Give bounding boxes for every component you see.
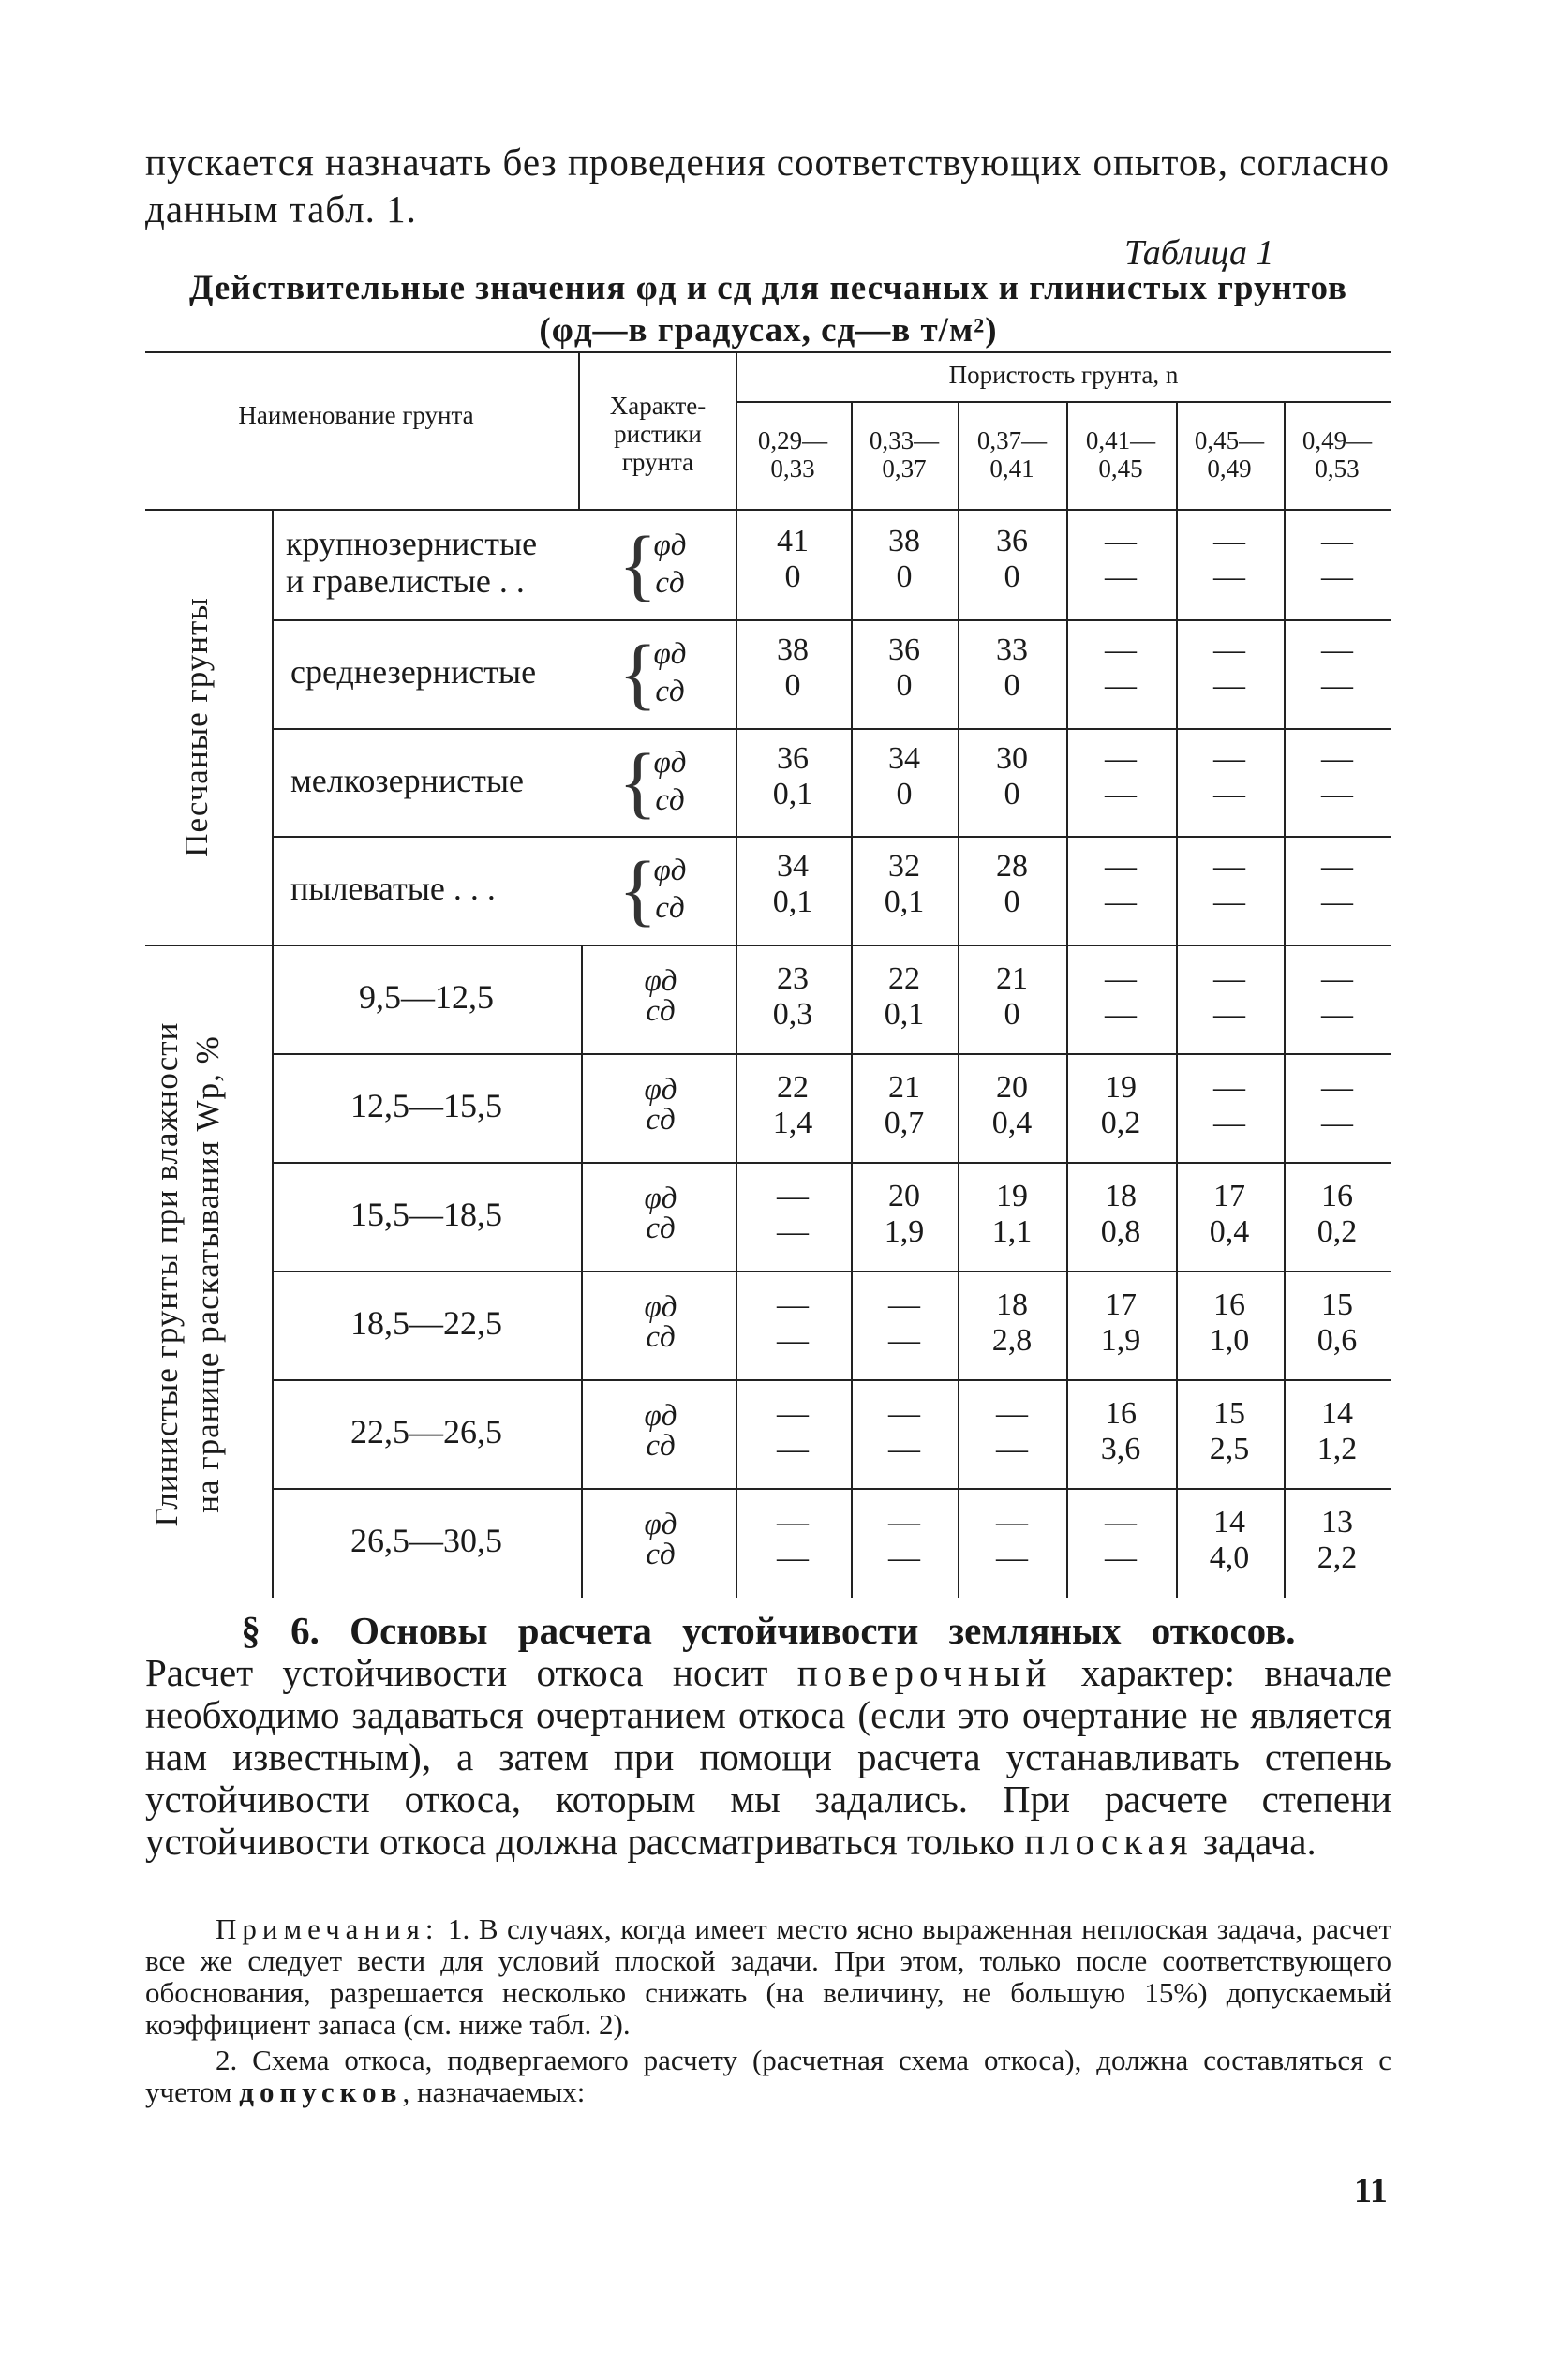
moisture-range: 9,5—12,5	[359, 978, 494, 1016]
c-value: 0,1	[772, 885, 813, 920]
brace-symbol: {	[618, 627, 658, 718]
c-value: —	[1321, 667, 1353, 703]
phi-value: 14	[1213, 1505, 1245, 1540]
phi-value: —	[1105, 1505, 1137, 1540]
c-value: —	[1105, 776, 1137, 811]
row-rule	[272, 1162, 1391, 1164]
c-value: 1,9	[1100, 1323, 1141, 1358]
c-symbol: cд	[655, 891, 685, 926]
phi-value: —	[1213, 632, 1245, 667]
body-text: характер: вначале необходимо задаваться очертанием откоса (если это очертание не является нам известным), а затем при помощи расчета устанавливать степень устойчивости откоса, которым мы задались. При расчете степени устойчивости откоса должна рассматриваться только	[145, 1651, 1392, 1863]
body-emphasis: плоская	[1024, 1820, 1194, 1863]
phi-value: 36	[777, 740, 809, 776]
brace-symbol: {	[618, 736, 658, 826]
c-value: —	[996, 1432, 1028, 1466]
note-1	[145, 1913, 1391, 2041]
c-symbol: cд	[646, 1320, 676, 1354]
c-value: —	[1213, 776, 1245, 811]
c-value: —	[777, 1323, 809, 1358]
c-value: 0	[784, 559, 801, 594]
header-bottom-rule	[145, 509, 1391, 511]
phi-value: —	[1105, 524, 1137, 558]
phi-value: 19	[996, 1179, 1028, 1213]
phi-value: 20	[888, 1179, 920, 1213]
phi-value: 16	[1105, 1396, 1137, 1431]
clay-group-label-line2: на границе раскатывания Wр, %	[189, 1035, 226, 1513]
soil-name	[290, 653, 572, 691]
c-value: 0	[1004, 667, 1020, 703]
c-value: 0,1	[884, 997, 925, 1032]
phi-value: 36	[888, 632, 920, 667]
moisture-range: 12,5—15,5	[350, 1087, 502, 1124]
c-value: 1,2	[1316, 1432, 1358, 1466]
c-value: 0,6	[1316, 1323, 1358, 1358]
phi-value: 34	[777, 849, 809, 885]
c-value: —	[1105, 885, 1137, 920]
soil-name-line1: пылеватые . . .	[290, 870, 496, 908]
phi-value: 34	[888, 740, 920, 776]
c-value: —	[1213, 997, 1245, 1032]
phi-value: 20	[996, 1070, 1028, 1105]
porosity-range-header: 0,29— 0,33	[757, 426, 828, 483]
phi-value: 19	[1105, 1070, 1137, 1105]
header-vrule	[1066, 401, 1068, 509]
note-2-emphasis: допусков	[239, 2075, 403, 2108]
phi-symbol: φд	[644, 1399, 677, 1433]
intro-paragraph: пускается назначать без проведения соответствующих опытов, согласно данным табл. 1.	[145, 141, 1390, 231]
phi-value: 36	[996, 524, 1028, 558]
clay-group-label	[146, 956, 236, 1593]
c-value: —	[1321, 885, 1353, 920]
moisture-range: 22,5—26,5	[350, 1413, 502, 1450]
c-value: —	[996, 1540, 1028, 1575]
c-value: 3,6	[1100, 1432, 1141, 1466]
phi-symbol: φд	[644, 1073, 677, 1107]
phi-value: —	[1321, 849, 1353, 885]
porosity-range-header: 0,41— 0,45	[1085, 426, 1156, 483]
c-value: —	[1213, 885, 1245, 920]
phi-symbol: φд	[644, 1508, 677, 1541]
porosity-header: Пористость грунта, n	[948, 361, 1179, 389]
row-rule	[272, 1053, 1391, 1055]
soil-name	[290, 762, 572, 799]
moisture-range: 15,5—18,5	[350, 1196, 502, 1233]
porosity-subheader-rule	[736, 401, 1391, 403]
phi-value: —	[1321, 524, 1353, 558]
page-number: 11	[1354, 2171, 1388, 2210]
c-value: 1,1	[991, 1214, 1033, 1249]
phi-value: —	[1321, 1070, 1353, 1105]
phi-value: 18	[996, 1287, 1028, 1322]
c-value: —	[1105, 667, 1137, 703]
c-value: —	[1321, 1106, 1353, 1140]
phi-value: 28	[996, 849, 1028, 885]
col-name-header: Наименование грунта	[238, 401, 474, 429]
c-value: 0	[1004, 997, 1020, 1032]
phi-value: 38	[888, 524, 920, 558]
c-value: —	[1213, 667, 1245, 703]
phi-value: 13	[1321, 1505, 1353, 1540]
phi-symbol: φд	[653, 745, 687, 780]
c-value: 2,8	[991, 1323, 1033, 1358]
c-symbol: cд	[646, 1429, 676, 1463]
c-value: 0,2	[1100, 1106, 1141, 1140]
c-value: 1,4	[772, 1106, 813, 1140]
table-title-line2: (φд—в градусах, cд—в т/м²)	[539, 311, 998, 350]
c-value: —	[1321, 776, 1353, 811]
group-separator-rule	[145, 945, 1391, 946]
table-title	[145, 267, 1391, 351]
c-value: 0	[896, 776, 913, 811]
porosity-range-header: 0,37— 0,41	[976, 426, 1048, 483]
phi-value: 22	[888, 961, 920, 996]
phi-value: —	[1213, 849, 1245, 885]
phi-value: —	[1105, 961, 1137, 996]
phi-value: —	[777, 1287, 809, 1322]
col-char-header: Характе-ристики грунта	[609, 392, 707, 476]
phi-value: 21	[888, 1070, 920, 1105]
header-vrule	[578, 351, 580, 509]
note-2	[145, 2045, 1391, 2108]
section-body	[145, 1652, 1391, 1863]
phi-symbol: φд	[644, 964, 677, 998]
c-symbol: cд	[646, 994, 676, 1028]
phi-value: 32	[888, 849, 920, 885]
phi-value: —	[777, 1179, 809, 1213]
row-rule	[272, 1379, 1391, 1381]
c-value: 0	[896, 667, 913, 703]
phi-value: 38	[777, 632, 809, 667]
phi-symbol: φд	[653, 528, 687, 562]
c-symbol: cд	[646, 1212, 676, 1245]
phi-symbol: φд	[644, 1290, 677, 1324]
c-value: 0	[896, 559, 913, 594]
notes-label: Примечания:	[216, 1912, 439, 1945]
c-value: 0,3	[772, 997, 813, 1032]
c-value: —	[1213, 1106, 1245, 1140]
c-value: 0,8	[1100, 1214, 1141, 1249]
phi-value: —	[888, 1396, 920, 1431]
header-vrule	[736, 351, 737, 509]
phi-value: 33	[996, 632, 1028, 667]
row-rule	[272, 619, 1391, 621]
note-2-text: 2. Схема откоса, подвергаемого расчету (расчетная схема откоса), должна составляться с учетом	[145, 2044, 1391, 2108]
c-value: 0,2	[1316, 1214, 1358, 1249]
phi-value: 14	[1321, 1396, 1353, 1431]
c-value: 0	[784, 667, 801, 703]
soil-name	[290, 870, 572, 907]
phi-value: —	[1213, 961, 1245, 996]
phi-value: —	[777, 1505, 809, 1540]
phi-value: —	[996, 1505, 1028, 1540]
phi-value: 21	[996, 961, 1028, 996]
brace-symbol: {	[618, 519, 658, 609]
phi-value: —	[1213, 524, 1245, 558]
phi-value: 22	[777, 1070, 809, 1105]
c-value: 1,9	[884, 1214, 925, 1249]
c-value: 0,1	[772, 776, 813, 811]
brace-symbol: {	[618, 844, 658, 935]
table-title-line1: Действительные значения φд и cд для песчаных и глинистых грунтов	[188, 269, 1348, 307]
body-text: Расчет устойчивости откоса носит	[145, 1651, 768, 1694]
phi-value: 18	[1105, 1179, 1137, 1213]
table-label: Таблица 1	[1124, 233, 1274, 273]
c-symbol: cд	[646, 1538, 676, 1571]
row-rule	[272, 836, 1391, 838]
c-value: —	[777, 1214, 809, 1249]
phi-value: —	[888, 1287, 920, 1322]
note-1-text: 1. В случаях, когда имеет место ясно выраженная неплоская задача, расчет все же следует вести для условий плоской задачи. При этом, только после соответствующего обоснования, разрешается несколько снижать (на величину, не большую 15%) допускаемый коэффициент запаса (см. ниже табл. 2).	[145, 1912, 1391, 2041]
row-rule	[272, 1488, 1391, 1490]
c-symbol: cд	[655, 566, 685, 600]
soil-name-line1: крупнозернистые	[286, 525, 538, 562]
c-value: —	[1105, 1540, 1137, 1575]
phi-value: —	[1213, 740, 1245, 776]
c-value: —	[1321, 997, 1353, 1032]
c-value: —	[888, 1432, 920, 1466]
c-value: —	[888, 1540, 920, 1575]
c-value: —	[888, 1323, 920, 1358]
phi-symbol: φд	[653, 636, 687, 671]
phi-symbol: φд	[653, 854, 687, 888]
header-vrule	[958, 401, 959, 509]
section-heading: § 6. Основы расчета устойчивости земляных откосов.	[241, 1609, 1296, 1652]
c-symbol: cд	[646, 1103, 676, 1137]
table-top-rule	[145, 351, 1391, 353]
c-value: —	[777, 1432, 809, 1466]
c-value: 2,2	[1316, 1540, 1358, 1575]
moisture-range: 26,5—30,5	[350, 1522, 502, 1559]
phi-value: 17	[1105, 1287, 1137, 1322]
soil-name	[286, 525, 567, 600]
phi-value: —	[1105, 740, 1137, 776]
c-value: 0	[1004, 559, 1020, 594]
phi-symbol: φд	[644, 1182, 677, 1215]
phi-value: —	[1213, 1070, 1245, 1105]
c-symbol: cд	[655, 782, 685, 817]
c-value: 4,0	[1209, 1540, 1250, 1575]
soil-name-line1: мелкозернистые	[290, 761, 524, 799]
c-value: 0	[1004, 885, 1020, 920]
c-value: 0	[1004, 776, 1020, 811]
phi-value: —	[1105, 849, 1137, 885]
c-value: 0,4	[991, 1106, 1033, 1140]
phi-value: —	[888, 1505, 920, 1540]
c-value: —	[1321, 559, 1353, 594]
body-text: задача.	[1202, 1820, 1316, 1863]
c-value: 1,0	[1209, 1323, 1250, 1358]
phi-value: —	[1321, 632, 1353, 667]
row-rule	[272, 728, 1391, 730]
phi-value: 41	[777, 524, 809, 558]
note-2-text: , назначаемых:	[402, 2075, 586, 2108]
c-value: 2,5	[1209, 1432, 1250, 1466]
section-6	[145, 1610, 1391, 1863]
body-emphasis: поверочный	[796, 1651, 1052, 1694]
porosity-range-header: 0,45— 0,49	[1194, 426, 1265, 483]
c-value: —	[1105, 559, 1137, 594]
phi-value: —	[1105, 632, 1137, 667]
phi-value: —	[777, 1396, 809, 1431]
c-value: 0,4	[1209, 1214, 1250, 1249]
soil-name-line1: среднезернистые	[290, 652, 537, 691]
sandy-group-label: Песчаные грунты	[178, 597, 215, 857]
phi-value: —	[1321, 961, 1353, 996]
soil-name-line2: и гравелистые . .	[286, 562, 525, 600]
phi-value: 16	[1321, 1179, 1353, 1213]
c-value: —	[777, 1540, 809, 1575]
c-value: —	[1213, 559, 1245, 594]
row-rule	[272, 1271, 1391, 1272]
phi-value: 23	[777, 961, 809, 996]
moisture-range: 18,5—22,5	[350, 1304, 502, 1342]
phi-value: 15	[1321, 1287, 1353, 1322]
phi-value: 16	[1213, 1287, 1245, 1322]
phi-value: 30	[996, 740, 1028, 776]
phi-value: 17	[1213, 1179, 1245, 1213]
phi-value: —	[1321, 740, 1353, 776]
porosity-range-header: 0,33— 0,37	[869, 426, 940, 483]
c-value: —	[1105, 997, 1137, 1032]
notes	[145, 1913, 1391, 2108]
phi-value: 15	[1213, 1396, 1245, 1431]
clay-group-label-line1: Глинистые грунты при влажности	[148, 1021, 185, 1527]
porosity-range-header: 0,49— 0,53	[1302, 426, 1373, 483]
c-value: 0,1	[884, 885, 925, 920]
c-value: 0,7	[884, 1106, 925, 1140]
c-symbol: cд	[655, 674, 685, 708]
phi-value: —	[996, 1396, 1028, 1431]
